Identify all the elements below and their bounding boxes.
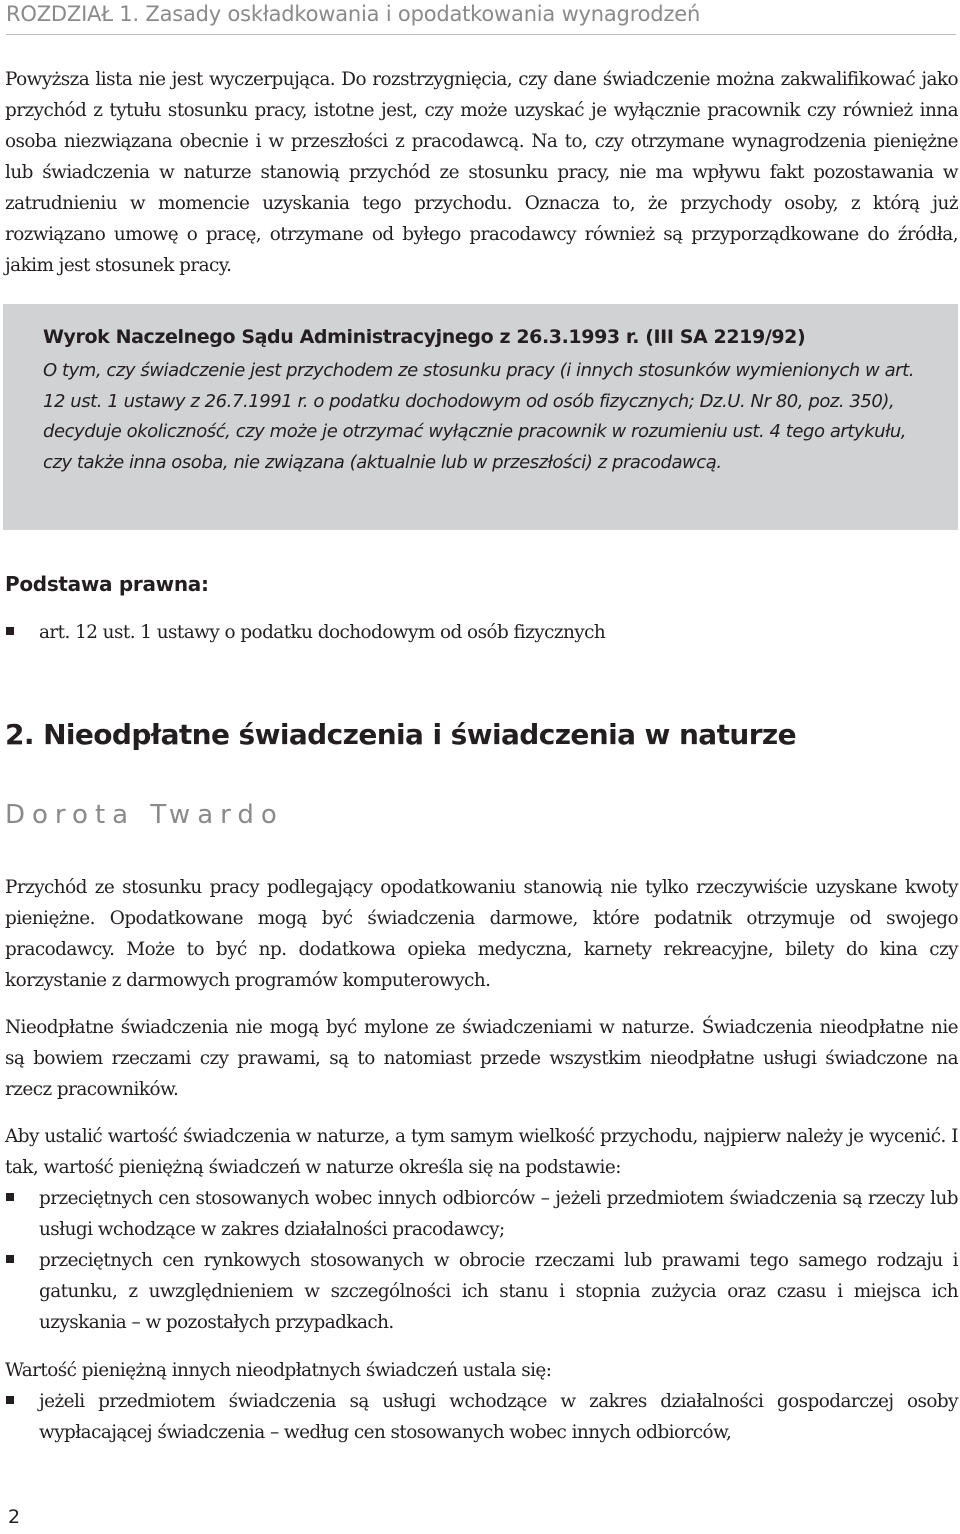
section-title: 2. Nieodpłatne świadczenia i świadczenia w naturze	[5, 718, 797, 751]
body-paragraph: Nieodpłatne świadczenia nie mogą być mylone ze świadczeniami w naturze. Świadczenia nieodpłatne nie są bowiem rzeczami czy prawami, są to natomiast przede wszystkim nieodpłatne usługi świadczone na rzecz pracowników.	[5, 1017, 958, 1100]
valuation-item: przeciętnych cen stosowanych wobec innych odbiorców – jeżeli przedmiotem świadczenia są rzeczy lub usługi wchodzące w zakres działalności pracodawcy;	[5, 1183, 958, 1245]
other-benefits-item: jeżeli przedmiotem świadczenia są usługi wchodzące w zakres działalności gospodarczej osoby wypłacającej świadczenia – według cen stosowanych wobec innych odbiorców,	[5, 1386, 958, 1448]
body-paragraph: Aby ustalić wartość świadczenia w naturze, a tym samym wielkość przychodu, najpierw należy je wycenić. I tak, wartość pieniężną świadczeń w naturze określa się na podstawie:	[5, 1126, 958, 1178]
page-number: 2	[8, 1506, 21, 1528]
court-ruling-box	[3, 304, 958, 530]
other-benefits-list	[5, 1386, 958, 1448]
valuation-list	[5, 1183, 958, 1338]
valuation-item: przeciętnych cen rynkowych stosowanych w obrocie rzeczami lub prawami tego samego rodzaju i gatunku, z uwzględnieniem w szczególności ich stanu i stopnia zużycia oraz czasu i miejsca ich uzyskania – w pozostałych przypadkach.	[5, 1245, 958, 1338]
section-author: Dorota Twardo	[5, 800, 284, 830]
body-paragraph: Przychód ze stosunku pracy podlegający opodatkowaniu stanowią nie tylko rzeczywiście uzyskane kwoty pieniężne. Opodatkowane mogą być świadczenia darmowe, które podatnik otrzymuje od swojego pracodawcy. Może to być np. dodatkowa opieka medyczna, karnety rekreacyjne, bilety do kina czy korzystanie z darmowych programów komputerowych.	[5, 877, 958, 991]
intro-paragraph: Powyższa lista nie jest wyczerpująca. Do rozstrzygnięcia, czy dane świadczenie można zakwalifikować jako przychód z tytułu stosunku pracy, istotne jest, czy może uzyskać je wyłącznie pracownik czy również inna osoba niezwiązana obecnie i w przeszłości z pracodawcą. Na to, czy otrzymane wynagrodzenia pieniężne lub świadczenia w naturze stanowią przychód ze stosunku pracy, nie ma wpływu fakt pozostawania w zatrudnieniu w momencie uzyskania tego przychodu. Oznacza to, że przychody osoby, z którą już rozwiązano umowę o pracę, otrzymane od byłego pracodawcy również są przyporządkowane do źródła, jakim jest stosunek pracy.	[5, 69, 958, 276]
ruling-title: Wyrok Naczelnego Sądu Administracyjnego z 26.3.1993 r. (III SA 2219/92)	[43, 326, 806, 348]
legal-basis-list	[5, 617, 958, 648]
running-header: ROZDZIAŁ 1. Zasady oskładkowania i opodatkowania wynagrodzeń	[6, 2, 956, 35]
ruling-text: O tym, czy świadczenie jest przychodem ze stosunku pracy (i innych stosunków wymienionych w art. 12 ust. 1 ustawy z 26.7.1991 r. o podatku dochodowym od osób fizycznych; Dz.U. Nr 80, poz. 350), decyduje okoliczność, czy może je otrzymać wyłącznie pracownik w rozumieniu ust. 4 tego artykułu, czy także inna osoba, nie związana (aktualnie lub w przeszłości) z pracodawcą.	[43, 360, 914, 473]
legal-basis-heading: Podstawa prawna:	[5, 572, 209, 596]
legal-basis-item: art. 12 ust. 1 ustawy o podatku dochodowym od osób fizycznych	[5, 617, 958, 648]
other-benefits-intro: Wartość pieniężną innych nieodpłatnych świadczeń ustala się:	[5, 1360, 552, 1381]
